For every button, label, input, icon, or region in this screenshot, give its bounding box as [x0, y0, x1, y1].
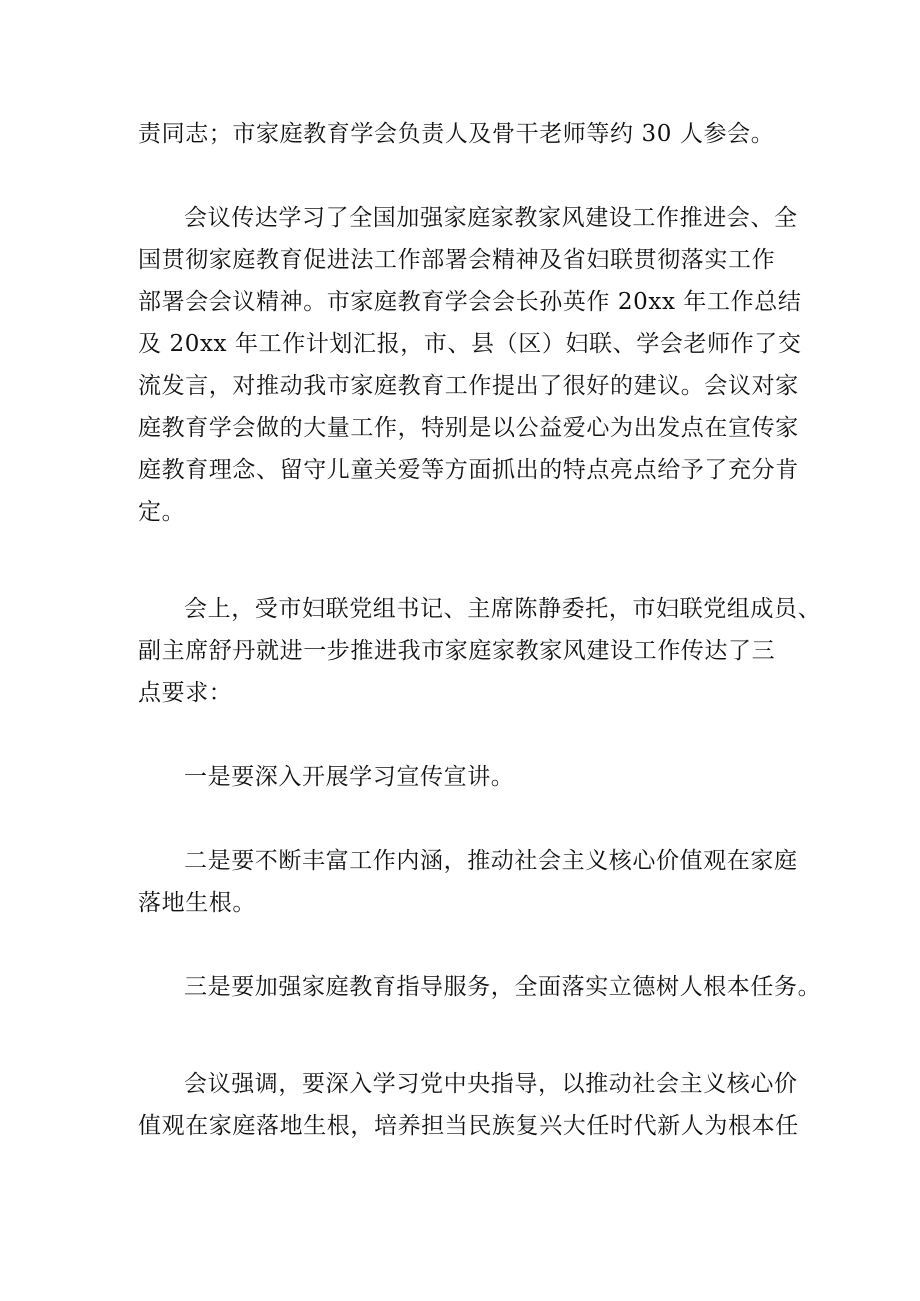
text-line: 流发言，对推动我市家庭教育工作提出了很好的建议。会议对家 — [138, 373, 799, 399]
text-line: 二是要不断丰富工作内涵，推动社会主义核心价值观在家庭 — [184, 848, 798, 874]
text-line: 会上，受市妇联党组书记、主席陈静委托，市妇联党组成员、 — [184, 596, 822, 622]
paragraph-requirement-three — [138, 966, 822, 1008]
text-line: 会议强调，要深入学习党中央指导，以推动社会主义核心价 — [184, 1071, 798, 1097]
text-line: 点要求： — [138, 680, 233, 706]
paragraph-meeting-emphasis — [138, 1063, 798, 1147]
text-line: 部署会会议精神。市家庭教育学会会长孙英作 20xx 年工作总结 — [138, 289, 802, 315]
text-line: 一是要深入开展学习宣传宣讲。 — [184, 764, 515, 790]
text-line: 副主席舒丹就进一步推进我市家庭家教家风建设工作传达了三 — [138, 638, 776, 664]
text-line: 及 20xx 年工作计划汇报，市、县（区）妇联、学会老师作了交 — [138, 331, 802, 357]
paragraph-attendees — [138, 113, 798, 155]
text-line: 庭教育理念、留守儿童关爱等方面抓出的特点亮点给予了充分肯 — [138, 457, 799, 483]
paragraph-requirement-one — [138, 756, 798, 798]
text-line: 三是要加强家庭教育指导服务，全面落实立德树人根本任务。 — [184, 974, 822, 1000]
paragraph-requirement-two — [138, 840, 798, 924]
text-line: 落地生根。 — [138, 890, 256, 916]
text-line: 责同志；市家庭教育学会负责人及骨干老师等约 30 人参会。 — [138, 121, 775, 147]
text-line: 国贯彻家庭教育促进法工作部署会精神及省妇联贯彻落实工作 — [138, 247, 776, 273]
text-line: 定。 — [138, 499, 186, 525]
paragraph-requirements-intro — [138, 588, 822, 714]
text-line: 会议传达学习了全国加强家庭家教家风建设工作推进会、全 — [184, 205, 798, 231]
text-line: 庭教育学会做的大量工作，特别是以公益爱心为出发点在宣传家 — [138, 415, 799, 441]
paragraph-meeting-summary — [138, 197, 802, 533]
text-line: 值观在家庭落地生根，培养担当民族复兴大任时代新人为根本任 — [138, 1113, 799, 1139]
